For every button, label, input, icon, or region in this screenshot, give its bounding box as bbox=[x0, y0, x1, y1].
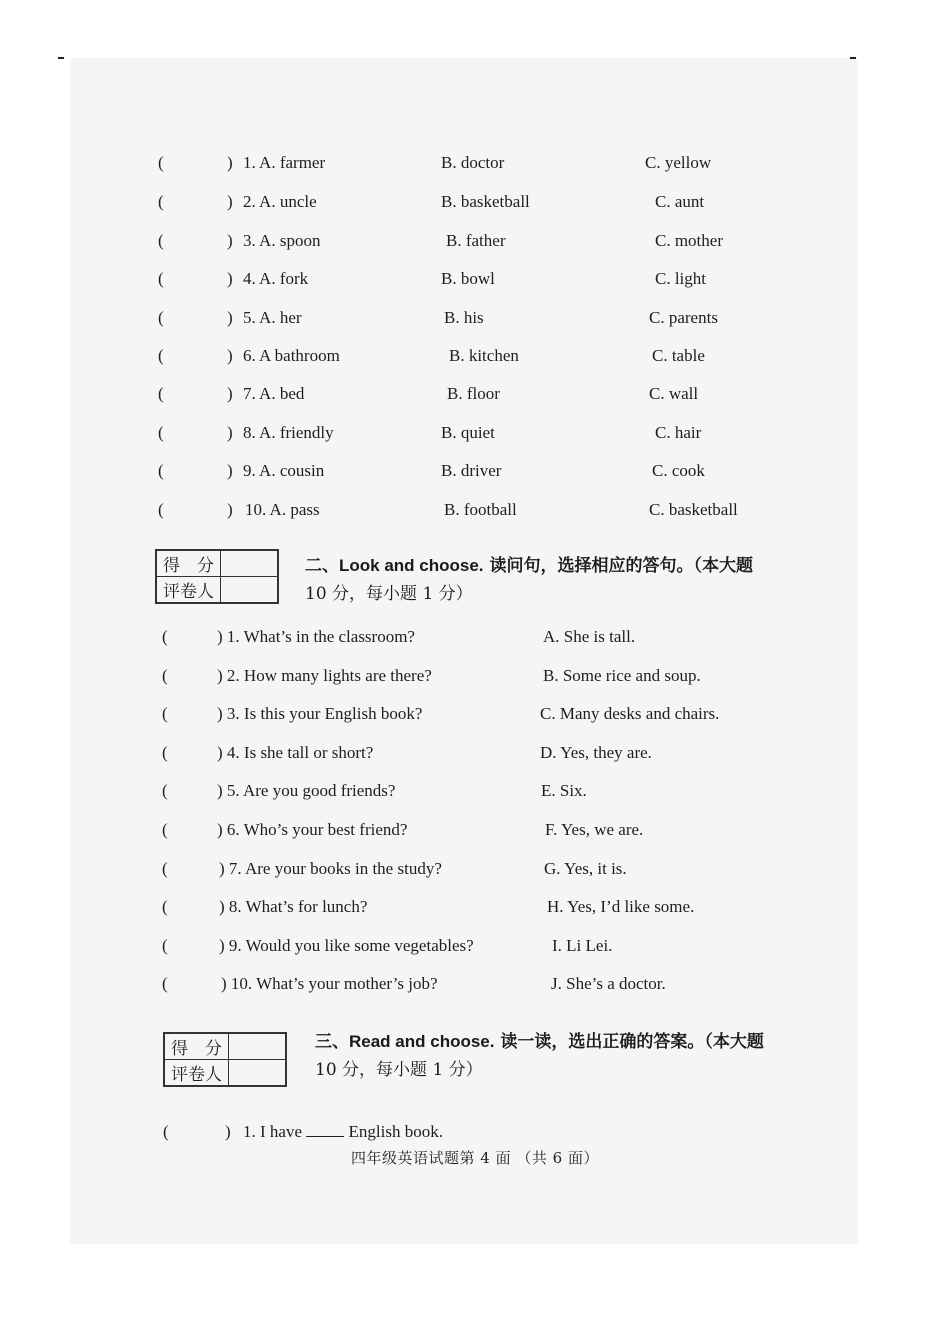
answer-option: J. She’s a doctor. bbox=[551, 974, 666, 993]
answer-paren-open: ( bbox=[158, 461, 164, 480]
answer-option: G. Yes, it is. bbox=[544, 859, 627, 878]
answer-paren-open: ( bbox=[158, 192, 164, 211]
option-b: B. floor bbox=[447, 384, 500, 403]
answer-paren-open: ( bbox=[162, 627, 168, 646]
option-c: C. parents bbox=[649, 308, 718, 327]
option-c: C. wall bbox=[649, 384, 699, 403]
option-b: B. father bbox=[446, 231, 506, 250]
option-c: C. mother bbox=[655, 231, 723, 250]
option-c: C. aunt bbox=[655, 192, 705, 211]
question: ) 6. Who’s your best friend? bbox=[217, 820, 408, 839]
option-a: 5. A. her bbox=[243, 308, 302, 327]
section-3-question-1: 1. I have English book. bbox=[243, 1122, 443, 1141]
answer-blank[interactable] bbox=[306, 1122, 344, 1137]
score-box-section-3 bbox=[163, 1032, 287, 1087]
option-a: 4. A. fork bbox=[243, 269, 309, 288]
answer-paren-close: ) bbox=[227, 192, 233, 211]
answer-option: D. Yes, they are. bbox=[540, 743, 652, 762]
section-3-number: 三、 bbox=[315, 1032, 349, 1052]
section-2-heading bbox=[305, 552, 810, 608]
answer-paren-open: ( bbox=[162, 859, 168, 878]
answer-paren-open: ( bbox=[162, 974, 168, 993]
option-b: B. football bbox=[444, 500, 517, 519]
option-b: B. quiet bbox=[441, 423, 495, 442]
option-a: 6. A bathroom bbox=[243, 346, 340, 365]
answer-option: A. She is tall. bbox=[543, 627, 636, 646]
answer-paren-open: ( bbox=[162, 897, 168, 916]
answer-option: C. Many desks and chairs. bbox=[540, 704, 720, 723]
answer-paren-open: ( bbox=[162, 743, 168, 762]
answer-option: I. Li Lei. bbox=[552, 936, 613, 955]
answer-paren-open: ( bbox=[158, 384, 164, 403]
corner-mark bbox=[850, 57, 856, 59]
answer-paren-open: ( bbox=[158, 346, 164, 365]
page-footer: 四年级英语试题第 4 面 （共 6 面） bbox=[351, 1149, 599, 1167]
answer-paren-open: ( bbox=[162, 936, 168, 955]
answer-paren-close: ) bbox=[227, 308, 233, 327]
answer-option: F. Yes, we are. bbox=[545, 820, 644, 839]
answer-paren-close: ) bbox=[225, 1122, 231, 1141]
section-3-heading bbox=[315, 1028, 820, 1084]
option-a: 9. A. cousin bbox=[243, 461, 325, 480]
question: ) 9. Would you like some vegetables? bbox=[219, 936, 474, 955]
answer-option: H. Yes, I’d like some. bbox=[547, 897, 695, 916]
answer-paren-close: ) bbox=[227, 500, 233, 519]
score-cell[interactable] bbox=[229, 1034, 286, 1060]
question: ) 10. What’s your mother’s job? bbox=[221, 974, 438, 993]
section-3-title-en: Read and choose. bbox=[349, 1032, 495, 1051]
question: ) 1. What’s in the classroom? bbox=[217, 627, 415, 646]
option-c: C. yellow bbox=[645, 153, 712, 172]
section-2-number: 二、 bbox=[305, 556, 339, 576]
question: ) 2. How many lights are there? bbox=[217, 666, 432, 685]
option-a: 7. A. bed bbox=[243, 384, 305, 403]
option-c: C. cook bbox=[652, 461, 705, 480]
answer-paren-open: ( bbox=[158, 231, 164, 250]
answer-paren-close: ) bbox=[227, 384, 233, 403]
question: ) 4. Is she tall or short? bbox=[217, 743, 374, 762]
option-c: C. hair bbox=[655, 423, 702, 442]
answer-paren-close: ) bbox=[227, 461, 233, 480]
grader-cell[interactable] bbox=[229, 1060, 286, 1086]
option-b: B. his bbox=[444, 308, 484, 327]
score-label: 得 分 bbox=[165, 1034, 229, 1060]
option-a: 8. A. friendly bbox=[243, 423, 334, 442]
option-b: B. driver bbox=[441, 461, 502, 480]
corner-mark bbox=[58, 57, 64, 59]
answer-paren-open: ( bbox=[158, 269, 164, 288]
answer-paren-close: ) bbox=[227, 153, 233, 172]
section-3-title-cn: 读一读，选出正确的答案。（本大题 bbox=[500, 1032, 764, 1052]
answer-paren-open: ( bbox=[162, 704, 168, 723]
question: ) 3. Is this your English book? bbox=[217, 704, 423, 723]
section-2-subtitle: 10 分，每小题 1 分） bbox=[305, 584, 473, 604]
section-2-title-cn: 读问句，选择相应的答句。（本大题 bbox=[489, 556, 753, 576]
answer-paren-open: ( bbox=[158, 153, 164, 172]
answer-paren-open: ( bbox=[158, 500, 164, 519]
score-cell[interactable] bbox=[221, 551, 278, 577]
answer-paren-open: ( bbox=[163, 1122, 169, 1141]
option-a: 3. A. spoon bbox=[243, 231, 321, 250]
option-b: B. kitchen bbox=[449, 346, 519, 365]
answer-option: E. Six. bbox=[541, 781, 587, 800]
option-b: B. basketball bbox=[441, 192, 530, 211]
question: ) 7. Are your books in the study? bbox=[219, 859, 442, 878]
grader-label: 评卷人 bbox=[157, 577, 221, 603]
answer-paren-close: ) bbox=[227, 269, 233, 288]
grader-cell[interactable] bbox=[221, 577, 278, 603]
option-b: B. bowl bbox=[441, 269, 495, 288]
option-a: 2. A. uncle bbox=[243, 192, 317, 211]
score-label: 得 分 bbox=[157, 551, 221, 577]
answer-paren-open: ( bbox=[162, 666, 168, 685]
answer-paren-open: ( bbox=[158, 423, 164, 442]
answer-option: B. Some rice and soup. bbox=[543, 666, 701, 685]
option-b: B. doctor bbox=[441, 153, 505, 172]
answer-paren-close: ) bbox=[227, 231, 233, 250]
score-box-section-2 bbox=[155, 549, 279, 604]
option-c: C. table bbox=[652, 346, 705, 365]
question: ) 5. Are you good friends? bbox=[217, 781, 396, 800]
option-a: 10. A. pass bbox=[245, 500, 320, 519]
option-c: C. light bbox=[655, 269, 707, 288]
answer-paren-close: ) bbox=[227, 423, 233, 442]
question: ) 8. What’s for lunch? bbox=[219, 897, 368, 916]
answer-paren-open: ( bbox=[162, 781, 168, 800]
answer-paren-open: ( bbox=[158, 308, 164, 327]
section-2-title-en: Look and choose. bbox=[339, 556, 484, 575]
answer-paren-open: ( bbox=[162, 820, 168, 839]
grader-label: 评卷人 bbox=[165, 1060, 229, 1086]
option-a: 1. A. farmer bbox=[243, 153, 326, 172]
option-c: C. basketball bbox=[649, 500, 738, 519]
answer-paren-close: ) bbox=[227, 346, 233, 365]
section-3-subtitle: 10 分，每小题 1 分） bbox=[315, 1060, 483, 1080]
